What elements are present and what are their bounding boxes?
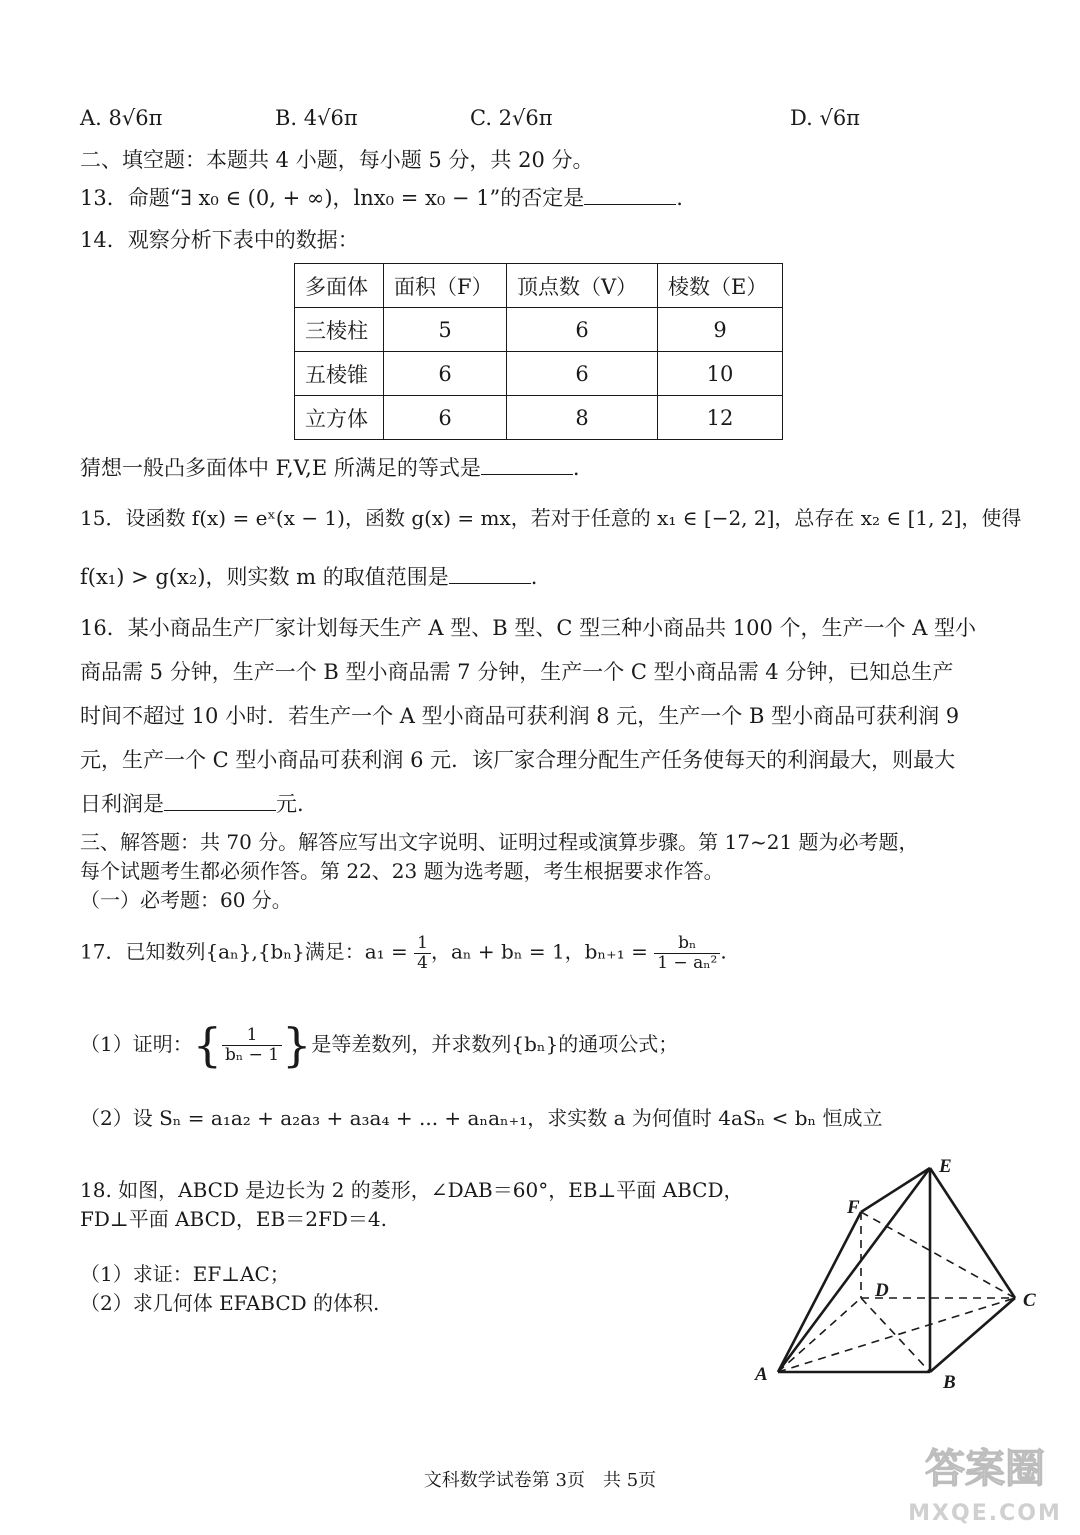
question-17-part-2: （2）设 Sₙ = a₁a₂ + a₂a₃ + a₃a₄ + ... + aₙaₙ₊₁，求实数 a 为何值时 4aSₙ < bₙ 恒成立 — [80, 1106, 883, 1130]
table-cell: 12 — [658, 396, 783, 440]
question-18-part-2: （2）求几何体 EFABCD 的体积. — [80, 1291, 380, 1315]
fraction-numerator: bₙ — [654, 934, 720, 954]
option-c: C. 2√6π — [470, 106, 553, 130]
fraction-denominator: 1 − aₙ² — [657, 952, 718, 973]
answer-blank — [164, 792, 276, 811]
fraction-numerator: 1 — [222, 1026, 282, 1046]
question-15-line-2-text: f(x₁) > g(x₂)，则实数 m 的取值范围是 — [80, 565, 449, 589]
table-cell: 三棱柱 — [295, 308, 384, 352]
watermark-top-text: 答案圈 — [925, 1446, 1045, 1492]
question-17-stem-end: . — [720, 939, 727, 964]
question-16-line: 商品需 5 分钟，生产一个 B 型小商品需 7 分钟，生产一个 C 型小商品需 4 分钟，已知总生产 — [80, 660, 954, 684]
table-header-cell: 棱数（E） — [658, 264, 783, 308]
vertex-label-C: C — [1023, 1290, 1036, 1311]
question-14-tail: . — [572, 456, 580, 480]
option-a: A. 8√6π — [80, 106, 163, 130]
answer-blank — [449, 565, 531, 584]
vertex-label-D: D — [875, 1280, 889, 1301]
question-17-stem — [80, 934, 727, 972]
table-cell: 五棱锥 — [295, 352, 384, 396]
question-17-stem-mid: ，aₙ + bₙ = 1，bₙ₊₁ = — [430, 939, 648, 964]
table-cell: 5 — [384, 308, 507, 352]
question-16-last-prefix: 日利润是 — [80, 792, 164, 816]
question-18-part-1: （1）求证：EF⊥AC； — [80, 1262, 290, 1286]
section-2-heading: 二、填空题：本题共 4 小题，每小题 5 分，共 20 分。 — [80, 148, 594, 172]
question-18-line-1: 18. 如图，ABCD 是边长为 2 的菱形，∠DAB＝60°，EB⊥平面 ABCD， — [80, 1178, 744, 1202]
question-13-text: 13．命题“∃ x₀ ∈ (0, + ∞)，lnx₀ = x₀ − 1”的否定是 — [80, 186, 585, 210]
question-17-part-1 — [80, 1018, 678, 1073]
fraction-a1 — [414, 934, 431, 972]
fraction-numerator: 1 — [414, 934, 431, 954]
question-17-stem-prefix: 17．已知数列{aₙ},{bₙ}满足：a₁ = — [80, 939, 408, 964]
section-3-subheading: （一）必考题：60 分。 — [80, 888, 292, 912]
question-17-part-1-prefix: （1）证明： — [80, 1032, 193, 1057]
table-cell: 立方体 — [295, 396, 384, 440]
watermark-bottom-text: MXQE.COM — [908, 1501, 1062, 1526]
question-16-line: 16．某小商品生产厂家计划每天生产 A 型、B 型、C 型三种小商品共 100 个，生产一个 A 型小 — [80, 616, 977, 640]
geometry-figure — [745, 1145, 1055, 1395]
table-cell: 8 — [507, 396, 658, 440]
polyhedron-table — [294, 263, 783, 440]
edge-FE — [861, 1168, 930, 1212]
question-13 — [80, 186, 683, 211]
left-brace: { — [192, 1018, 223, 1072]
question-14-conjecture-text: 猜想一般凸多面体中 F,V,E 所满足的等式是 — [80, 456, 481, 480]
question-16-last-suffix: 元. — [276, 792, 304, 816]
fraction-b-recurrence — [654, 934, 720, 972]
edge-EC — [930, 1168, 1015, 1298]
edge-AF — [778, 1212, 861, 1372]
table-row — [295, 352, 783, 396]
table-header-cell: 多面体 — [295, 264, 384, 308]
table-cell: 6 — [507, 352, 658, 396]
question-15-line-1: 15．设函数 f(x) = eˣ(x − 1)，函数 g(x) = mx，若对于任意的 x₁ ∈ [−2, 2]，总存在 x₂ ∈ [1, 2]，使得 — [80, 506, 1022, 530]
section-3-line: 三、解答题：共 70 分。解答应写出文字说明、证明过程或演算步骤。第 17~21 题为必考题， — [80, 830, 919, 854]
edge-DB — [861, 1298, 930, 1372]
vertex-label-B: B — [943, 1372, 956, 1393]
right-brace: } — [282, 1018, 312, 1072]
answer-blank — [584, 186, 676, 205]
table-header-row — [295, 264, 783, 308]
table-cell: 10 — [658, 352, 783, 396]
question-16-line: 时间不超过 10 小时．若生产一个 A 型小商品可获利润 8 元，生产一个 B 型小商品可获利润 9 — [80, 704, 960, 728]
vertex-label-A: A — [755, 1364, 768, 1385]
watermark-logo — [900, 1432, 1070, 1530]
question-15-line-2 — [80, 565, 537, 590]
table-cell: 9 — [658, 308, 783, 352]
question-14-intro: 14．观察分析下表中的数据： — [80, 228, 359, 252]
solid-edges — [778, 1168, 1015, 1372]
edge-AD — [778, 1298, 861, 1372]
table-header-cell: 顶点数（V） — [507, 264, 658, 308]
table-cell: 6 — [507, 308, 658, 352]
vertex-label-F: F — [847, 1197, 860, 1218]
page-footer: 文科数学试卷第 3页 共 5页 — [423, 1470, 657, 1491]
option-b: B. 4√6π — [275, 106, 358, 130]
table-row — [295, 396, 783, 440]
fraction-reciprocal — [222, 1026, 282, 1064]
section-3-line: 每个试题考生都必须作答。第 22、23 题为选考题，考生根据要求作答。 — [80, 859, 724, 883]
question-14-conjecture — [80, 456, 580, 481]
table-row — [295, 308, 783, 352]
fraction-denominator: bₙ − 1 — [225, 1045, 280, 1066]
question-17-part-1-suffix: 是等差数列，并求数列{bₙ}的通项公式； — [311, 1032, 679, 1057]
table-cell: 6 — [384, 396, 507, 440]
table-header-cell: 面积（F） — [384, 264, 507, 308]
edge-AC — [778, 1298, 1015, 1372]
question-16-line: 元，生产一个 C 型小商品可获利润 6 元．该厂家合理分配生产任务使每天的利润最大，则最大 — [80, 748, 956, 772]
option-d: D. √6π — [790, 106, 860, 130]
answer-blank — [481, 456, 573, 475]
question-18-line-2: FD⊥平面 ABCD，EB＝2FD＝4. — [80, 1207, 387, 1231]
vertex-label-E: E — [939, 1156, 952, 1177]
question-15-tail: . — [530, 565, 538, 589]
hidden-edges — [778, 1212, 1015, 1372]
question-16-line — [80, 792, 304, 817]
question-13-tail: . — [676, 186, 683, 210]
edge-BC — [930, 1298, 1015, 1372]
fraction-denominator: 4 — [417, 952, 428, 973]
table-cell: 6 — [384, 352, 507, 396]
